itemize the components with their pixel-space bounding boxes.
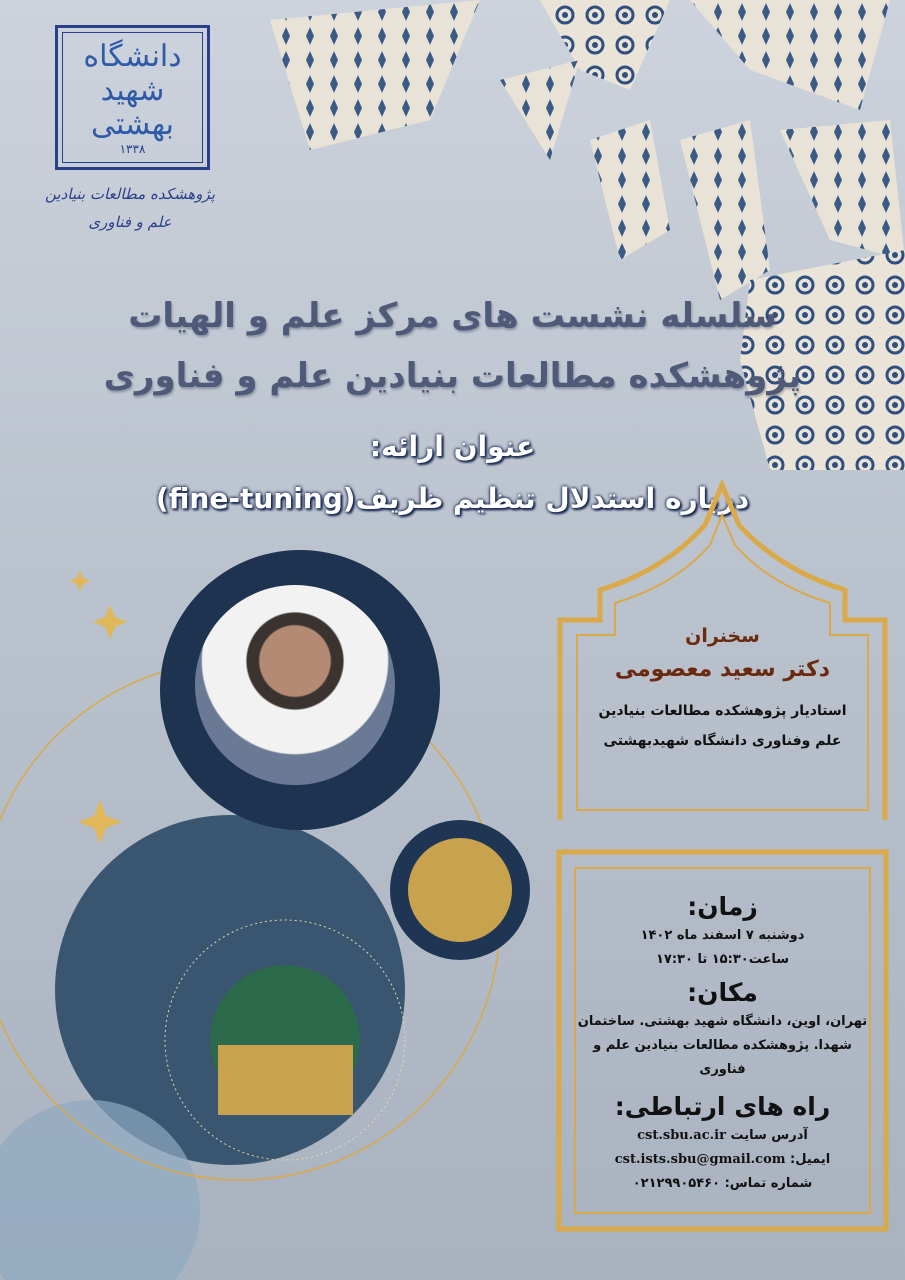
speaker-affiliation: استادیار پژوهشکده مطالعات بنیادین [598, 703, 847, 719]
speaker-name: دکتر سعید معصومی [614, 657, 831, 682]
place-line1: تهران، اوین، دانشگاه شهید بهشتی. ساختمان [577, 1014, 868, 1029]
institute-name [20, 180, 240, 236]
phone-number: ۰۲۱۲۹۹۰۵۴۶۰ [632, 1176, 721, 1191]
email-label: ایمیل: [790, 1152, 831, 1167]
institute-line2: علم و فناوری [88, 213, 172, 231]
place-label: مکان: [687, 978, 758, 1007]
logo-line: دانشگاه [83, 38, 182, 74]
phone-label: شماره تماس: [724, 1176, 813, 1191]
logo-line: بهشتی [91, 106, 174, 142]
site-label: آدرس سایت [730, 1128, 808, 1143]
event-details [575, 890, 870, 1196]
speaker-affiliation: علم وفناوری دانشگاه شهیدبهشتی [603, 733, 842, 749]
website-link[interactable]: cst.sbu.ac.ir [637, 1128, 726, 1143]
university-logo [55, 25, 210, 170]
time-label: زمان: [687, 892, 758, 921]
speaker-photo [195, 585, 395, 785]
talk-label: عنوان ارائه: [369, 430, 536, 463]
logo-year: ۱۳۳۸ [119, 141, 146, 156]
contact-label: راه های ارتباطی: [614, 1092, 831, 1121]
talk-title: درباره استدلال تنظیم ظریف(fine-tuning) [155, 482, 750, 515]
logo-line: شهید [100, 72, 165, 108]
speaker-info [570, 625, 875, 756]
institute-line1: پژوهشکده مطالعات بنیادین [44, 185, 216, 203]
series-title: سلسله نشست های مرکز علم و الهیات [128, 296, 777, 336]
speaker-label: سخنران [685, 625, 760, 647]
place-line2: شهدا. پژوهشکده مطالعات بنیادین علم و فناوری [593, 1038, 852, 1077]
institute-title: پژوهشکده مطالعات بنیادین علم و فناوری [103, 356, 802, 396]
event-date: دوشنبه ۷ اسفند ماه ۱۴۰۲ [640, 928, 805, 943]
email-link[interactable]: cst.ists.sbu@gmail.com [614, 1152, 786, 1167]
event-hours: ساعت۱۵:۳۰ تا ۱۷:۳۰ [655, 952, 789, 967]
geometric-pattern-decoration [250, 0, 905, 470]
